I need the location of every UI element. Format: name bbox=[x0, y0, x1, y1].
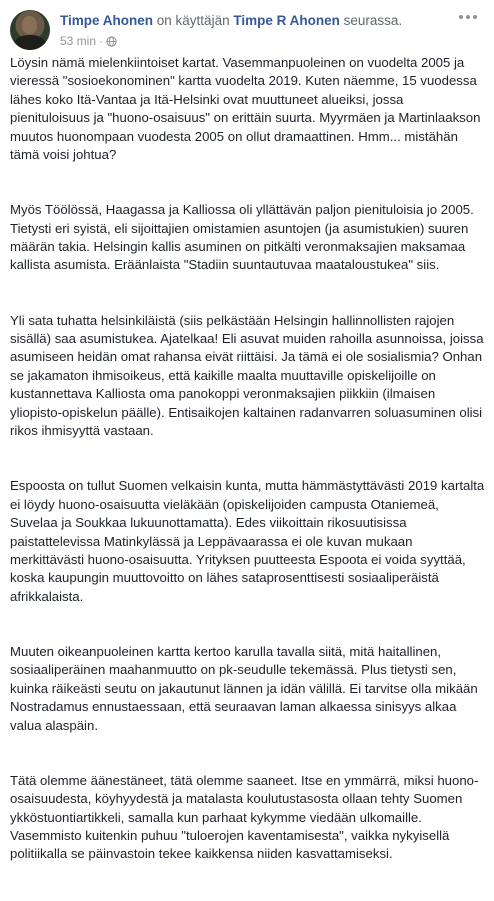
post-meta bbox=[60, 34, 117, 48]
author-avatar[interactable] bbox=[10, 10, 50, 50]
meta-separator: · bbox=[99, 34, 104, 48]
author-name-link[interactable]: Timpe Ahonen bbox=[60, 13, 154, 28]
post-timestamp-link[interactable]: 53 min bbox=[60, 34, 97, 48]
more-dot bbox=[473, 15, 477, 19]
connector-text: on käyttäjän bbox=[156, 13, 230, 28]
post-paragraph: Espoosta on tullut Suomen velkaisin kunta, mutta hämmästyttävästi 2019 kartalta ei löydy huono-osaisuutta vieläkään (opiskelijoiden campusta Otaniemeä, Suvelaa ja Soukkaa lukuunottamatta). Edes viikoittain rikosuutisissa paistattelevissa Matinkylässä ja Leppävaarassa ei ole kuvan mukaan merkittävästi huono-osaisuutta. Yrityksen puutteesta Espoota ei voida syyttää, koska kaupungin muuttovoitto on lähes sataprosenttisesti sosiaaliperäistä afrikkalaista. bbox=[10, 478, 485, 604]
post-paragraph: Yli sata tuhatta helsinkiläistä (siis pelkästään Helsingin hallinnollisten rajojen sisällä) saa asumistukea. Ajatelkaa! Eli asuvat muiden rahoilla asunnoissa, joissa asumiseen heidän omat rahansa eivät riittäisi. Ja tämä ei ole sosialismia? Onhan se jakamaton ihmisoikeus, että kaikille maalta muuttaville opiskelijoille on kustannettava Kalliosta oma panokoppi veronmaksajien piikkiin (ilmaisen yliopisto-opiskelun päälle). Entisaikojen kaltainen radanvarren soluasuminen olisi rikos ihmisyyttä vastaan. bbox=[10, 312, 484, 439]
avatar-face bbox=[22, 16, 37, 34]
post-paragraph: Löysin nämä mielenkiintoiset kartat. Vasemmanpuoleinen on vuodelta 2005 ja vieressä "sosioekonominen" kartta vuodelta 2019. Kuten näemme, 15 vuodessa lähes koko Itä-Vantaa ja Itä-Helsinki ovat muuttuneet alueiksi, jossa pienituloisuus ja "huono-osaisuus" on erittäin suurta. Myyrmäen ja Martinlaakson muutos huonompaan vuodesta 2005 on ollut dramaattinen. Hmm... mistähän tämä voisi johtua? bbox=[10, 55, 481, 163]
followed-user-link[interactable]: Timpe R Ahonen bbox=[233, 13, 340, 28]
action-text: seurassa. bbox=[343, 13, 403, 28]
globe-icon[interactable] bbox=[106, 36, 117, 47]
post-paragraph: Myös Töölössä, Haagassa ja Kalliossa oli yllättävän paljon pienituloisia jo 2005. Tietysti eri syistä, eli sijoittajien omistamien asuntojen (ja asumistukien) suuren määrän takia. Helsingin kallis asuminen on pitkälti veronmaksajien maksamaa kallista asumista. Eräänlaista "Stadiin suuntautuvaa maataloustukea" siis. bbox=[10, 202, 474, 273]
post-body bbox=[10, 54, 486, 901]
post-paragraph: Tätä olemme äänestäneet, tätä olemme saaneet. Itse en ymmärrä, miksi huono-osaisuudesta, köyhyydestä ja matalasta koulutustasosta ollaan tehty Suomen ykköstuontiartikkeli, samalla kun parhaat kykymme viedään ulkomaille. Vasemmisto kuitenkin puhuu "tuloerojen kaventamisesta", vaikka nykyisellä politiikalla se päinvastoin tekee kaikkensa niiden kasvattamiseksi. bbox=[10, 772, 479, 862]
post-title-line bbox=[60, 13, 402, 28]
more-dot bbox=[466, 15, 470, 19]
post-paragraph: Muuten oikeanpuoleinen kartta kertoo karulla tavalla siitä, mitä haitallinen, sosiaaliperäinen maahanmuutto on pk-seudulle tekemässä. Plus tietysti sen, kuinka räikeästi seutu on jakautunut lännen ja idän välillä. Ei tarvitse olla mikään Nostradamus ennustaessaan, että seuraavan laman alkaessa sinisyys alkaa valua alaspäin. bbox=[10, 643, 478, 733]
more-options-icon[interactable] bbox=[456, 8, 480, 26]
post-header bbox=[0, 0, 494, 50]
more-dot bbox=[459, 15, 463, 19]
avatar-body bbox=[14, 35, 46, 50]
